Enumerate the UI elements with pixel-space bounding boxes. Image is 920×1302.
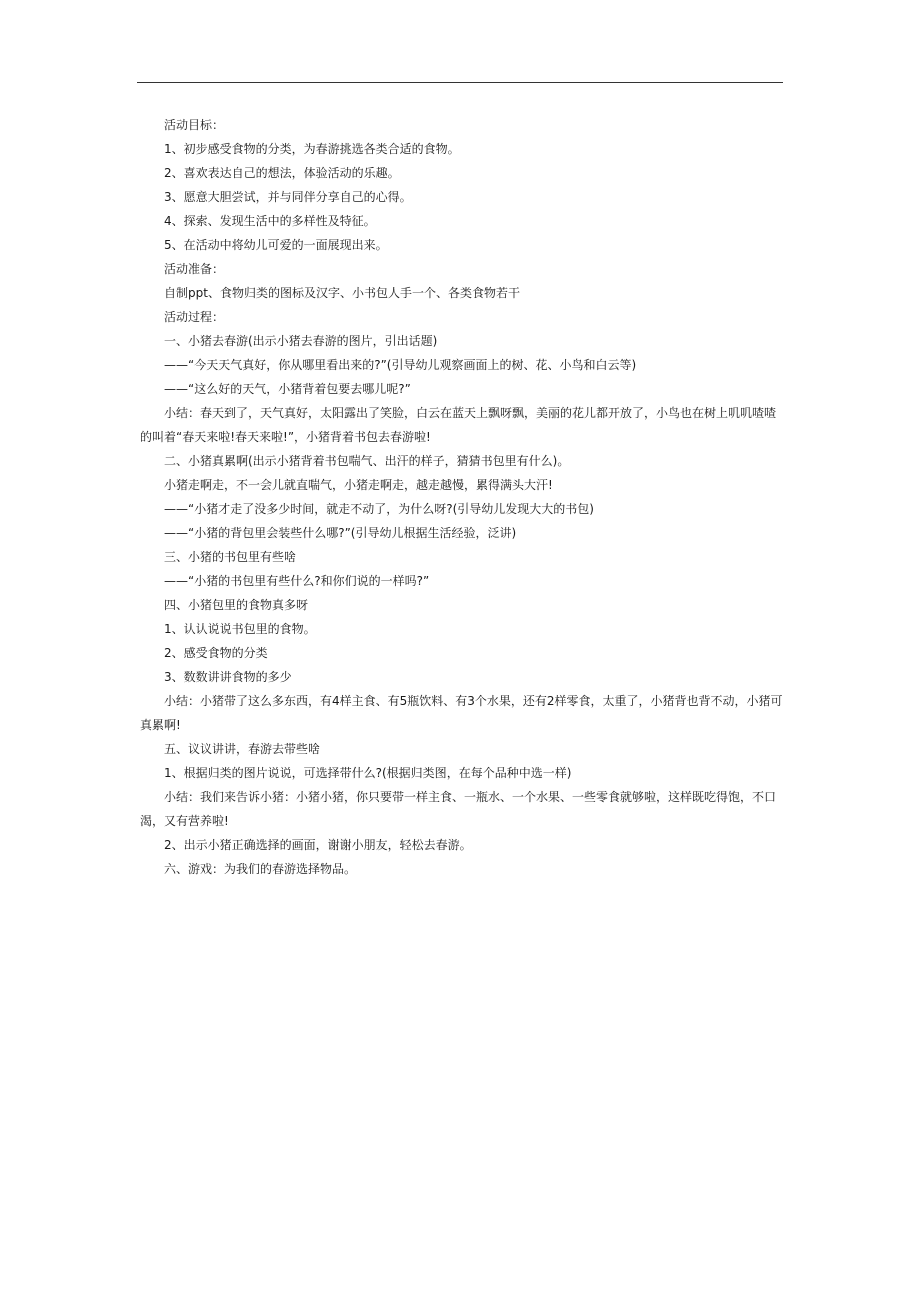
paragraph: 2、出示小猪正确选择的画面，谢谢小朋友，轻松去春游。 bbox=[164, 838, 472, 852]
paragraph: ——“小猪的书包里有些什么?和你们说的一样吗?” bbox=[164, 574, 430, 588]
paragraph: 活动准备： bbox=[164, 262, 225, 276]
paragraph: 活动过程： bbox=[164, 310, 225, 324]
paragraph: 5、在活动中将幼儿可爱的一面展现出来。 bbox=[164, 238, 388, 252]
paragraph: ——“小猪才走了没多少时间，就走不动了，为什么呀?(引导幼儿发现大大的书包) bbox=[164, 502, 594, 516]
paragraph: 3、愿意大胆尝试，并与同伴分享自己的心得。 bbox=[164, 190, 412, 204]
paragraph: 三、小猪的书包里有些啥 bbox=[164, 550, 297, 564]
paragraph: 2、感受食物的分类 bbox=[164, 646, 268, 660]
paragraph: 小结：我们来告诉小猪：小猪小猪，你只要带一样主食、一瓶水、一个水果、一些零食就够啦，这样既吃得饱，不口渴，又有营养啦! bbox=[140, 790, 777, 828]
paragraph: 1、初步感受食物的分类，为春游挑选各类合适的食物。 bbox=[164, 142, 460, 156]
paragraph: ——“这么好的天气，小猪背着包要去哪儿呢?” bbox=[164, 382, 411, 396]
paragraph: 4、探索、发现生活中的多样性及特征。 bbox=[164, 214, 376, 228]
paragraph: ——“今天天气真好，你从哪里看出来的?”(引导幼儿观察画面上的树、花、小鸟和白云等) bbox=[164, 358, 637, 372]
paragraph: 小结：小猪带了这么多东西，有4样主食、有5瓶饮料、有3个水果，还有2样零食，太重了，小猪背也背不动，小猪可真累啊! bbox=[140, 694, 783, 732]
paragraph: 六、游戏：为我们的春游选择物品。 bbox=[164, 862, 357, 876]
paragraph: ——“小猪的背包里会装些什么哪?”(引导幼儿根据生活经验，泛讲) bbox=[164, 526, 517, 540]
paragraph: 二、小猪真累啊(出示小猪背着书包喘气、出汗的样子，猜猜书包里有什么)。 bbox=[164, 454, 570, 468]
paragraph: 活动目标： bbox=[164, 118, 225, 132]
paragraph: 3、数数讲讲食物的多少 bbox=[164, 670, 292, 684]
paragraph: 一、小猪去春游(出示小猪去春游的图片，引出话题) bbox=[164, 334, 438, 348]
document-body bbox=[140, 113, 783, 881]
paragraph: 1、根据归类的图片说说，可选择带什么?(根据归类图，在每个品种中选一样) bbox=[164, 766, 572, 780]
paragraph: 小结：春天到了，天气真好，太阳露出了笑脸，白云在蓝天上飘呀飘，美丽的花儿都开放了，小鸟也在树上叽叽喳喳的叫着“春天来啦!春天来啦!”，小猪背着书包去春游啦! bbox=[140, 406, 777, 444]
paragraph: 小猪走啊走，不一会儿就直喘气，小猪走啊走，越走越慢，累得满头大汗! bbox=[164, 478, 553, 492]
paragraph: 五、议议讲讲，春游去带些啥 bbox=[164, 742, 321, 756]
header-rule bbox=[137, 82, 783, 83]
paragraph: 自制ppt、食物归类的图标及汉字、小书包人手一个、各类食物若干 bbox=[164, 286, 520, 300]
paragraph: 1、认认说说书包里的食物。 bbox=[164, 622, 316, 636]
paragraph: 四、小猪包里的食物真多呀 bbox=[164, 598, 309, 612]
paragraph: 2、喜欢表达自己的想法，体验活动的乐趣。 bbox=[164, 166, 400, 180]
